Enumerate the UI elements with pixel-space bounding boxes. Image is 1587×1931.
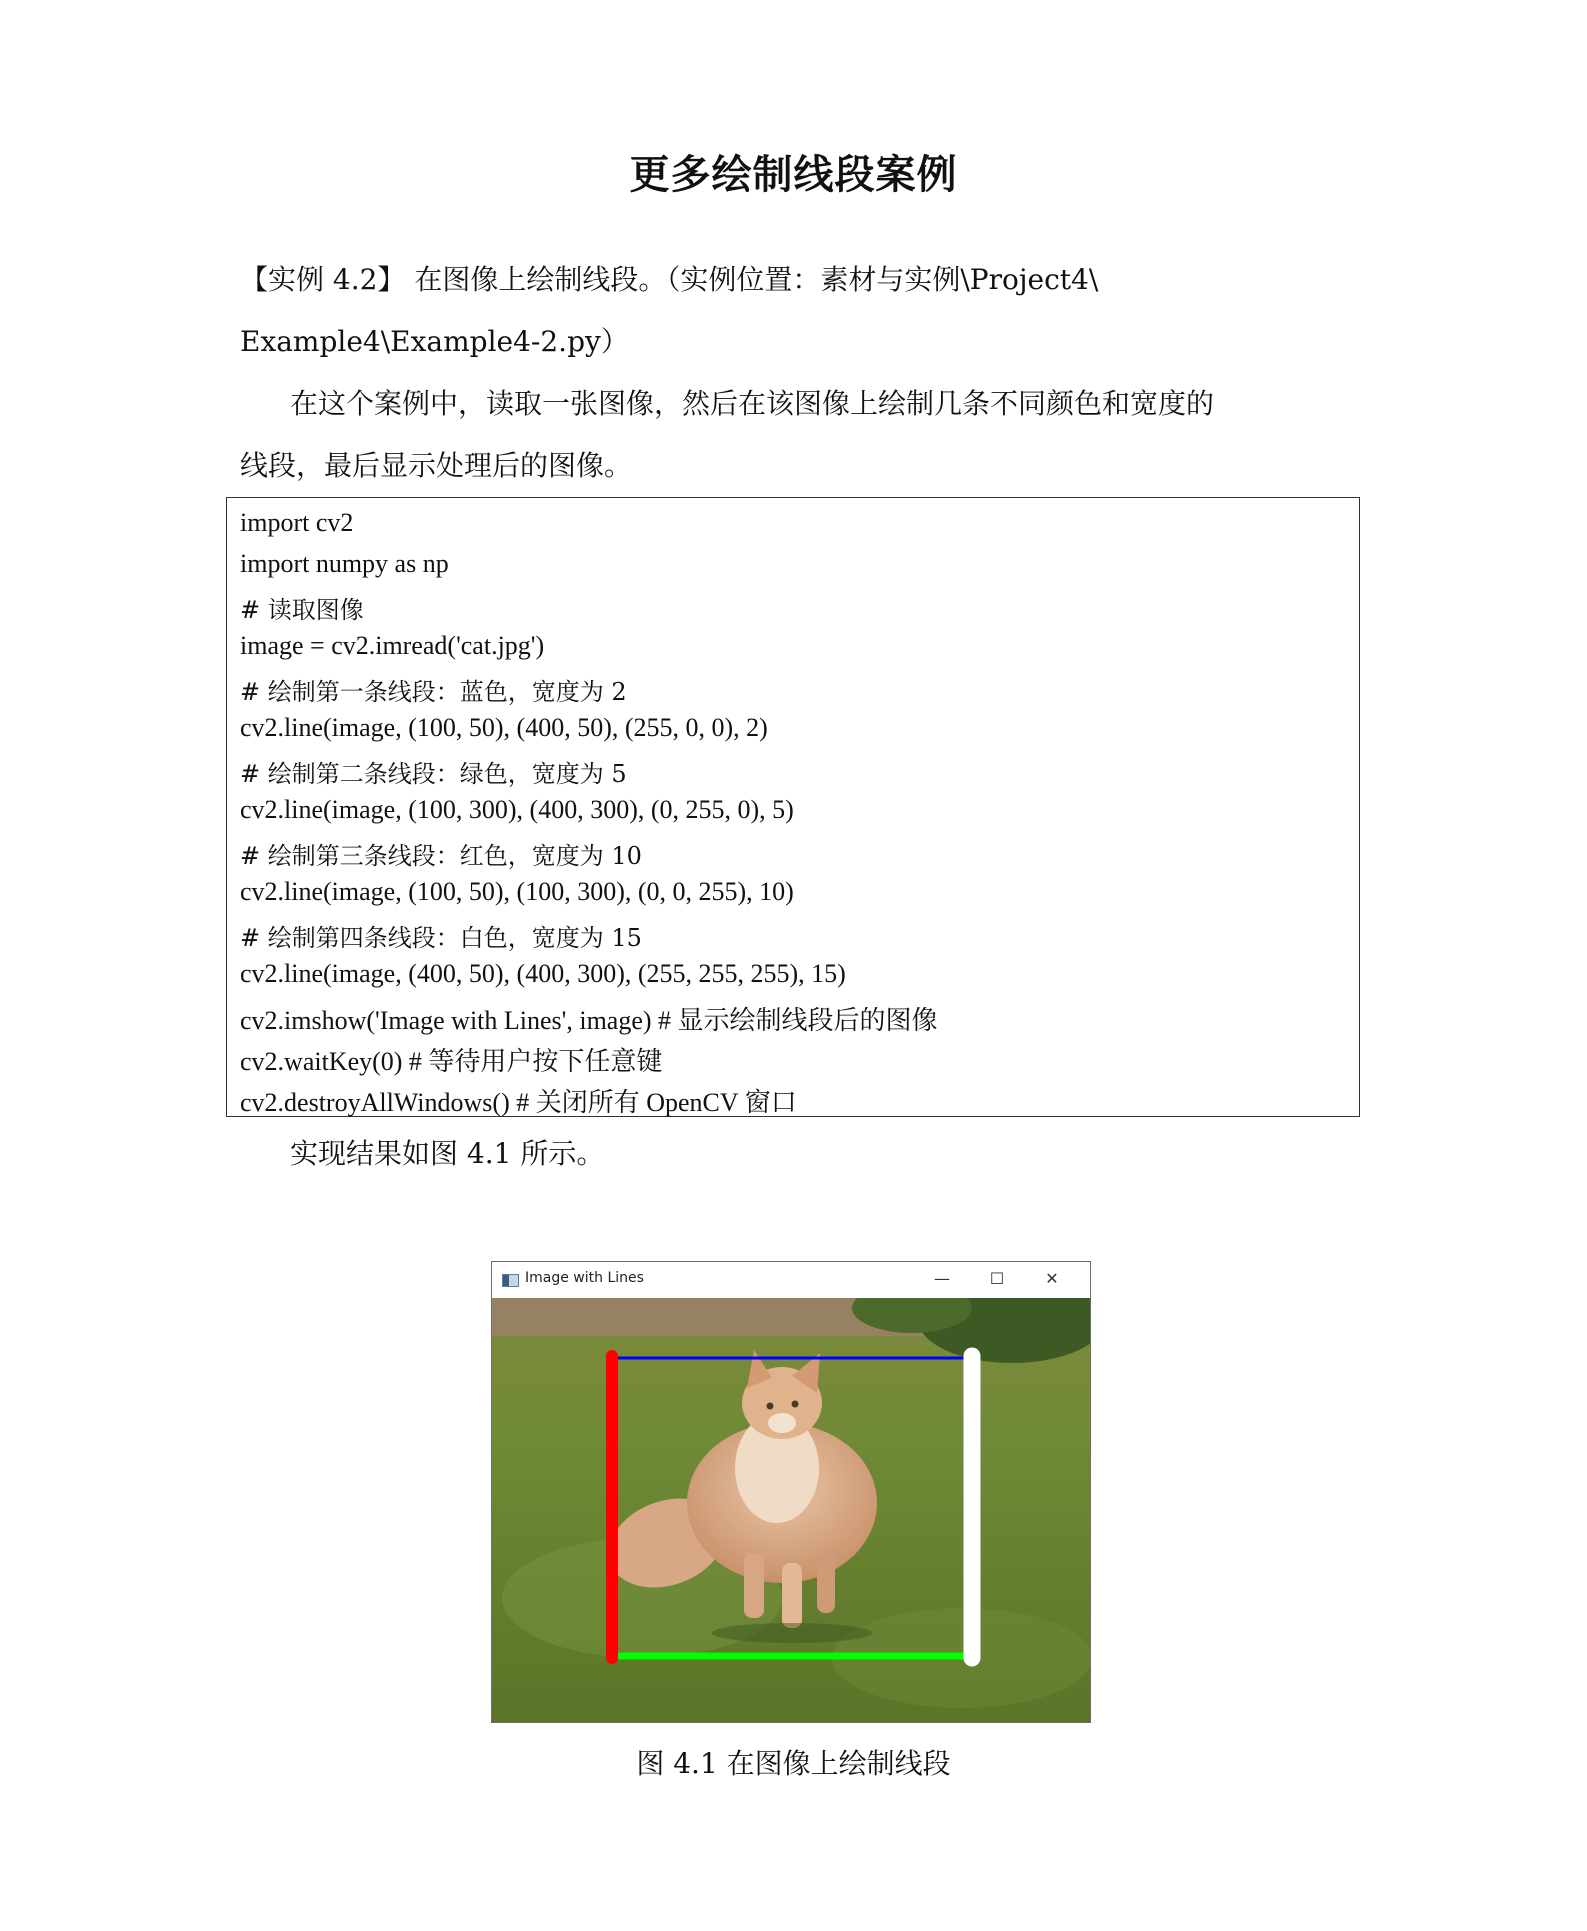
code-comment: # 绘制第三条线段：红色，宽度为 10 [240,842,642,870]
cat-muzzle [768,1413,796,1433]
cat-leg [744,1553,764,1618]
figure-caption: 图 4.1 在图像上绘制线段 [636,1747,951,1780]
cat-photo-with-lines [492,1298,1090,1722]
code-line: cv2.waitKey(0) # 等待用户按下任意键 [240,1047,663,1076]
code-line: cv2.line(image, (400, 50), (400, 300), (255, 255, 255), 15) [240,959,846,988]
example-intro-line-1: 【实例 4.2】 在图像上绘制线段。（实例位置：素材与实例\Project4\ [240,263,1099,296]
code-comment: # 绘制第二条线段：绿色，宽度为 5 [240,760,627,788]
result-text: 实现结果如图 4.1 所示。 [290,1137,605,1170]
minimize-button[interactable]: — [934,1269,950,1288]
code-line: cv2.destroyAllWindows() # 关闭所有 OpenCV 窗口 [240,1088,797,1117]
description-line-1: 在这个案例中，读取一张图像，然后在该图像上绘制几条不同颜色和宽度的 [290,387,1215,420]
cat-leg [817,1553,835,1613]
cat-leg [782,1563,802,1628]
window-titlebar[interactable] [492,1262,1090,1297]
image-window [491,1261,1091,1723]
cat-eye [767,1403,774,1410]
code-line: cv2.line(image, (100, 300), (400, 300), (0, 255, 0), 5) [240,795,794,824]
code-line: import cv2 [240,508,354,537]
code-comment: # 读取图像 [240,596,364,624]
code-line: image = cv2.imread('cat.jpg') [240,631,545,660]
code-comment: # 绘制第四条线段：白色，宽度为 15 [240,924,642,952]
app-icon [502,1274,519,1287]
page-title: 更多绘制线段案例 [629,152,958,198]
code-line: import numpy as np [240,549,449,578]
code-comment: # 绘制第一条线段：蓝色，宽度为 2 [240,678,627,706]
code-line: cv2.line(image, (100, 50), (400, 50), (255, 0, 0), 2) [240,713,768,742]
maximize-button[interactable]: ☐ [989,1269,1005,1288]
code-line: cv2.imshow('Image with Lines', image) # 显示绘制线段后的图像 [240,1006,938,1035]
window-title: Image with Lines [525,1270,644,1286]
description-line-2: 线段，最后显示处理后的图像。 [240,449,633,482]
code-block [226,497,1360,1117]
close-button[interactable]: ✕ [1045,1269,1059,1288]
code-line: cv2.line(image, (100, 50), (100, 300), (0, 0, 255), 10) [240,877,794,906]
cat-eye [792,1401,799,1408]
cat-shadow [712,1623,872,1643]
example-intro-line-2: Example4\Example4-2.py） [240,325,629,358]
